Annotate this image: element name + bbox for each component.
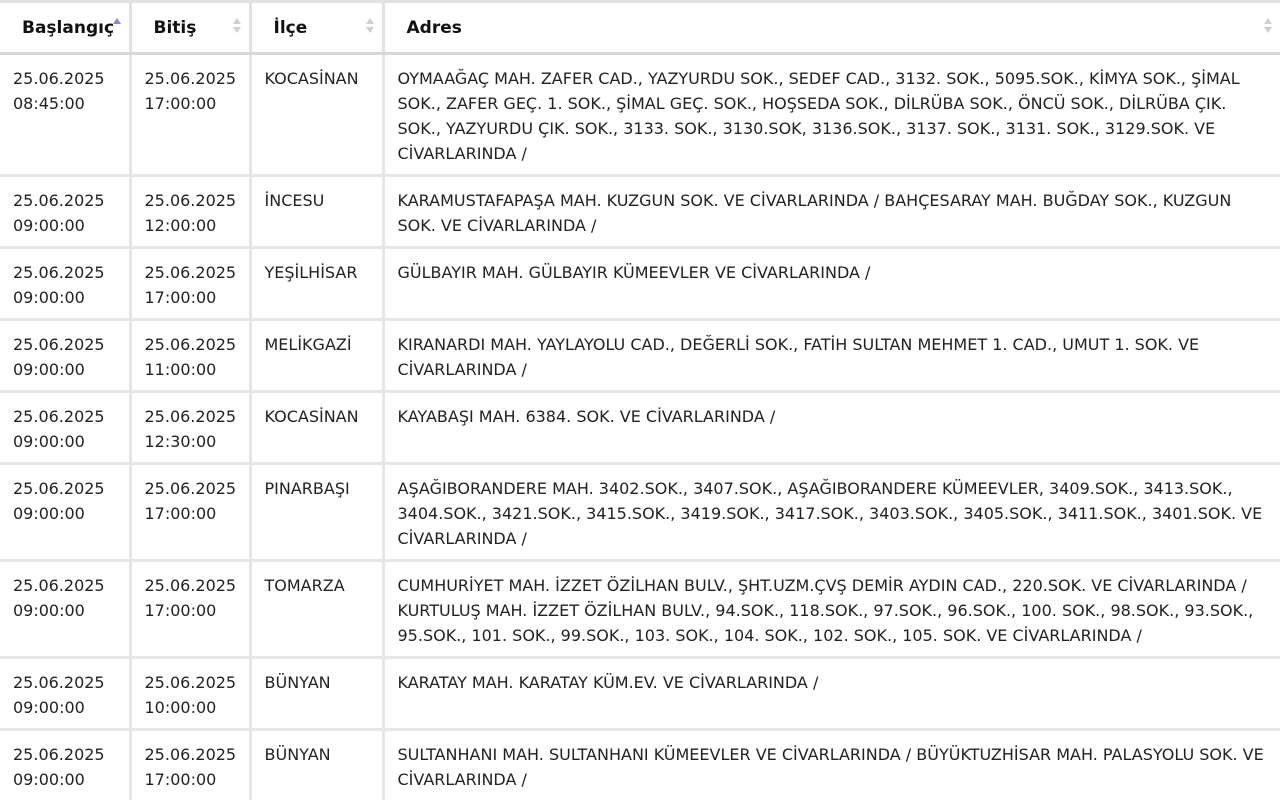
column-header-district[interactable] [250,2,383,54]
end-time: 12:00:00 [145,213,241,238]
header-row [0,2,1280,54]
end-time: 17:00:00 [145,91,241,116]
district-name: YEŞİLHİSAR [265,263,358,282]
start-cell [0,730,130,800]
table-row [0,561,1280,658]
start-time: 09:00:00 [13,213,121,238]
table-row [0,658,1280,730]
end-date: 25.06.2025 [145,573,241,598]
start-cell [0,392,130,464]
end-cell [130,730,250,800]
address-text: KARATAY MAH. KARATAY KÜM.EV. VE CİVARLARINDA / [398,673,819,692]
start-date: 25.06.2025 [13,260,121,285]
column-header-end-label: Bitiş [154,18,197,38]
start-time: 09:00:00 [13,285,121,310]
district-name: TOMARZA [265,576,345,595]
start-cell [0,658,130,730]
district-cell [250,658,383,730]
column-header-start-label: Başlangıç [22,18,114,38]
start-time: 09:00:00 [13,429,121,454]
column-header-address-label: Adres [407,18,462,38]
address-cell [383,320,1280,392]
end-date: 25.06.2025 [145,260,241,285]
address-text: AŞAĞIBORANDERE MAH. 3402.SOK., 3407.SOK., AŞAĞIBORANDERE KÜMEEVLER, 3409.SOK., 3413.SOK., 3404.SOK., 3421.SOK., 3415.SOK., 3419.SOK., 3417.SOK., 3403.SOK., 3405.SOK., 3411.SOK., 3401.SOK. VE CİVARLARINDA / [398,479,1263,548]
table-row [0,54,1280,176]
end-time: 17:00:00 [145,598,241,623]
start-time: 09:00:00 [13,501,121,526]
end-time: 17:00:00 [145,767,241,792]
start-date: 25.06.2025 [13,66,121,91]
end-date: 25.06.2025 [145,188,241,213]
address-cell [383,176,1280,248]
start-cell [0,561,130,658]
start-date: 25.06.2025 [13,476,121,501]
start-cell [0,320,130,392]
address-text: KIRANARDI MAH. YAYLAYOLU CAD., DEĞERLİ SOK., FATİH SULTAN MEHMET 1. CAD., UMUT 1. SOK. VE CİVARLARINDA / [398,335,1200,379]
district-name: İNCESU [265,191,325,210]
address-cell [383,392,1280,464]
address-text: OYMAAĞAÇ MAH. ZAFER CAD., YAZYURDU SOK., SEDEF CAD., 3132. SOK., 5095.SOK., KİMYA SOK., ŞİMAL SOK., ZAFER GEÇ. 1. SOK., ŞİMAL GEÇ. SOK., HOŞSEDA SOK., DİLRÜBA SOK., ÖNCÜ SOK., DİLRÜBA ÇIK. SOK., YAZYURDU ÇIK. SOK., 3133. SOK., 3130.SOK, 3136.SOK., 3137. SOK., 3131. SOK., 3129.SOK. VE CİVARLARINDA / [398,69,1240,163]
end-time: 11:00:00 [145,357,241,382]
address-cell [383,54,1280,176]
start-date: 25.06.2025 [13,332,121,357]
end-cell [130,248,250,320]
district-name: PINARBAŞI [265,479,350,498]
sort-icon [366,18,374,36]
start-date: 25.06.2025 [13,404,121,429]
district-name: KOCASİNAN [265,407,359,426]
end-date: 25.06.2025 [145,66,241,91]
end-date: 25.06.2025 [145,404,241,429]
district-cell [250,392,383,464]
district-name: KOCASİNAN [265,69,359,88]
district-cell [250,561,383,658]
end-time: 12:30:00 [145,429,241,454]
start-date: 25.06.2025 [13,573,121,598]
table-row [0,464,1280,561]
district-cell [250,320,383,392]
district-cell [250,464,383,561]
end-cell [130,464,250,561]
end-date: 25.06.2025 [145,670,241,695]
table-row [0,730,1280,800]
end-cell [130,320,250,392]
table-header [0,2,1280,54]
address-cell [383,561,1280,658]
start-cell [0,54,130,176]
end-time: 17:00:00 [145,285,241,310]
end-cell [130,561,250,658]
column-header-end[interactable] [130,2,250,54]
district-cell [250,730,383,800]
district-name: BÜNYAN [265,745,331,764]
start-cell [0,176,130,248]
start-date: 25.06.2025 [13,670,121,695]
address-cell [383,248,1280,320]
end-date: 25.06.2025 [145,476,241,501]
address-text: CUMHURİYET MAH. İZZET ÖZİLHAN BULV., ŞHT.UZM.ÇVŞ DEMİR AYDIN CAD., 220.SOK. VE CİVARLARINDA / KURTULUŞ MAH. İZZET ÖZİLHAN BULV., 94.SOK., 118.SOK., 97.SOK., 96.SOK., 100. SOK., 98.SOK., 93.SOK., 95.SOK., 101. SOK., 99.SOK., 103. SOK., 104. SOK., 102. SOK., 105. SOK. VE CİVARLARINDA / [398,576,1254,645]
start-time: 09:00:00 [13,357,121,382]
end-cell [130,176,250,248]
start-time: 09:00:00 [13,598,121,623]
end-cell [130,54,250,176]
end-cell [130,392,250,464]
start-date: 25.06.2025 [13,742,121,767]
table-row [0,320,1280,392]
start-cell [0,248,130,320]
table-row [0,392,1280,464]
address-cell [383,464,1280,561]
district-cell [250,248,383,320]
address-text: SULTANHANI MAH. SULTANHANI KÜMEEVLER VE CİVARLARINDA / BÜYÜKTUZHİSAR MAH. PALASYOLU SOK. VE CİVARLARINDA / [398,745,1264,789]
end-date: 25.06.2025 [145,742,241,767]
address-cell [383,658,1280,730]
start-cell [0,464,130,561]
table-row [0,176,1280,248]
start-time: 09:00:00 [13,767,121,792]
table-row [0,248,1280,320]
column-header-start[interactable] [0,2,130,54]
table-body [0,54,1280,800]
address-cell [383,730,1280,800]
district-cell [250,176,383,248]
column-header-address[interactable] [383,2,1280,54]
district-name: BÜNYAN [265,673,331,692]
address-text: KAYABAŞI MAH. 6384. SOK. VE CİVARLARINDA / [398,407,776,426]
sort-ascending-icon [113,18,121,36]
end-cell [130,658,250,730]
sort-icon [1264,18,1272,36]
column-header-district-label: İlçe [274,18,308,38]
sort-icon [233,18,241,36]
end-time: 10:00:00 [145,695,241,720]
address-text: GÜLBAYIR MAH. GÜLBAYIR KÜMEEVLER VE CİVARLARINDA / [398,263,871,282]
start-time: 08:45:00 [13,91,121,116]
district-cell [250,54,383,176]
address-text: KARAMUSTAFAPAŞA MAH. KUZGUN SOK. VE CİVARLARINDA / BAHÇESARAY MAH. BUĞDAY SOK., KUZGUN SOK. VE CİVARLARINDA / [398,191,1232,235]
start-time: 09:00:00 [13,695,121,720]
end-time: 17:00:00 [145,501,241,526]
district-name: MELİKGAZİ [265,335,352,354]
end-date: 25.06.2025 [145,332,241,357]
start-date: 25.06.2025 [13,188,121,213]
